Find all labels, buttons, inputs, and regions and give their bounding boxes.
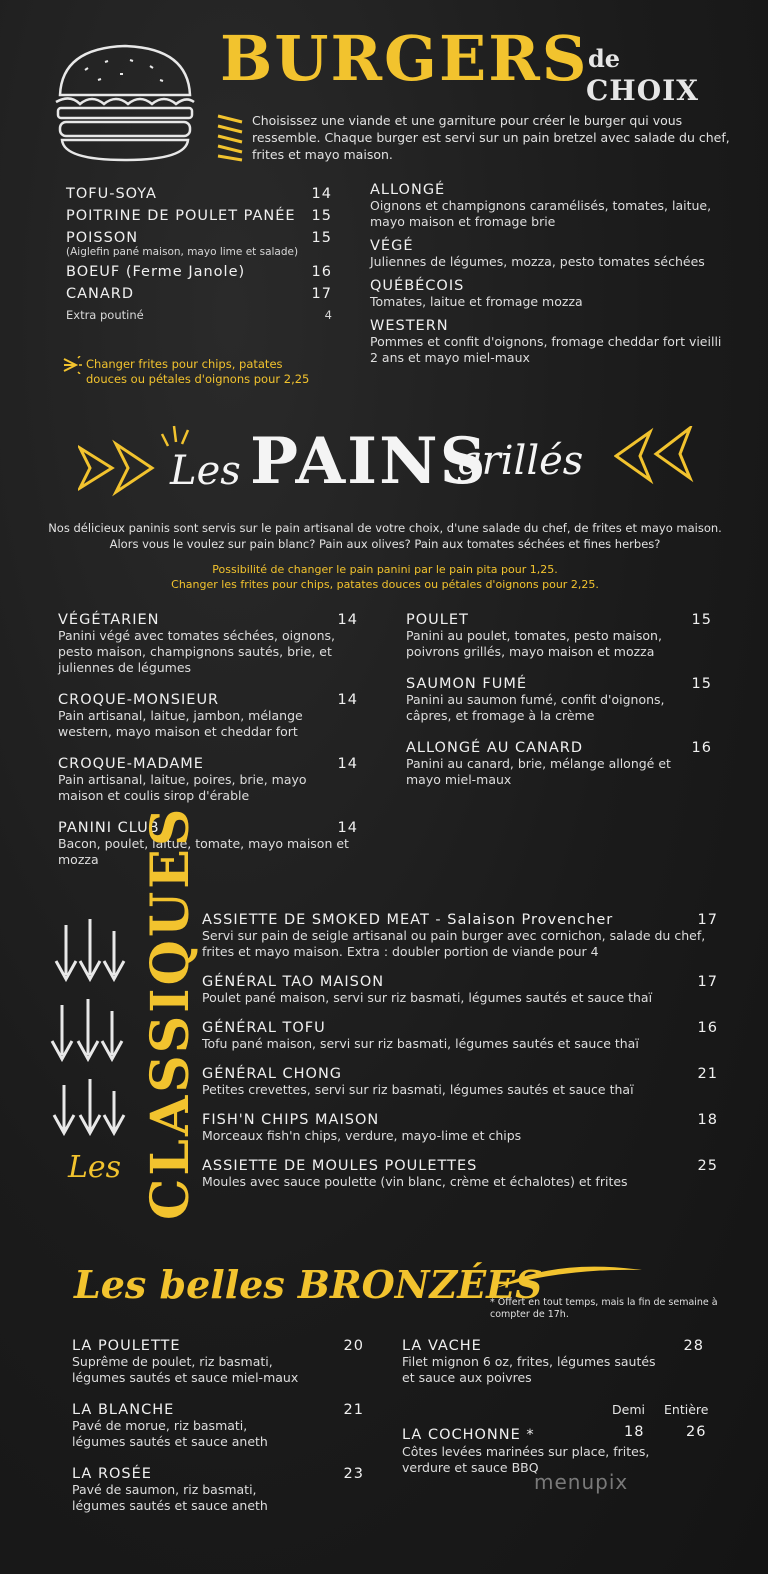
burger-illustration [50, 40, 200, 165]
list-item: VÉGÉ Juliennes de légumes, mozza, pesto tomates séchées [370, 238, 705, 269]
list-item: GÉNÉRAL TAO MAISON 17 Poulet pané maison, servi sur riz basmati, légumes sautés et sauce thaï [202, 974, 718, 1005]
burgers-meat-list [66, 186, 332, 328]
list-item: FISH'N CHIPS MAISON 18 Morceaux fish'n chips, verdure, mayo-lime et chips [202, 1112, 718, 1143]
chevrons-right-icon [614, 426, 694, 488]
list-item: BOEUF (Ferme Janole) 16 [66, 264, 332, 280]
pains-note: Possibilité de changer le pain panini par le pain pita pour 1,25. Changer les frites pour chips, patates douces ou pétales d'oignons pour 2,25. [171, 563, 599, 591]
extra-poutine: Extra poutiné 4 [66, 308, 332, 322]
list-item: WESTERN Pommes et confit d'oignons, fromage cheddar fort vieilli 2 ans et mayo miel-maux [370, 318, 722, 365]
list-item: CROQUE-MONSIEUR 14 Pain artisanal, laitue, jambon, mélange western, mayo maison et cheddar fort [58, 692, 358, 739]
burgers-title: BURGERS [220, 22, 589, 95]
burgers-title-de: de [588, 44, 621, 73]
arrows-down-icon [50, 915, 126, 1140]
bronzees-left-list [72, 1338, 364, 1530]
burgers-stripes-icon [216, 112, 246, 162]
list-item: ALLONGÉ AU CANARD 16 Panini au canard, brie, mélange allongé et mayo miel-maux [406, 740, 712, 787]
burgers-note: Changer frites pour chips, patates douces ou pétales d'oignons pour 2,25 [86, 357, 310, 386]
list-item: QUÉBÉCOIS Tomates, laitue et fromage mozza [370, 278, 583, 309]
list-item: SAUMON FUMÉ 15 Panini au saumon fumé, confit d'oignons, câpres, et fromage à la crème [406, 676, 712, 723]
list-item: LA POULETTE 20 Suprême de poulet, riz basmati, légumes sautés et sauce miel-maux [72, 1338, 364, 1385]
demi-label: Demi [612, 1402, 645, 1417]
chevrons-left-icon [78, 438, 156, 498]
classiques-les: Les [68, 1150, 122, 1185]
classiques-list [202, 912, 718, 1204]
list-item: TOFU-SOYA 14 [66, 186, 332, 202]
list-item: CANARD 17 [66, 286, 332, 302]
bronzees-title: Les belles BRONZÉES [74, 1262, 543, 1307]
list-item: GÉNÉRAL TOFU 16 Tofu pané maison, servi sur riz basmati, légumes sautés et sauce thaï [202, 1020, 718, 1051]
watermark: menupix [534, 1470, 629, 1494]
list-item: ASSIETTE DE SMOKED MEAT - Salaison Provencher 17 Servi sur pain de seigle artisanal ou pain burger avec cornichon, salade du chef, frites et mayo maison. Extra : doubler portion de viande pour 4 [202, 912, 718, 959]
sparkle-icon [160, 420, 190, 450]
swoosh-icon [494, 1262, 644, 1292]
list-item: LA BLANCHE 21 Pavé de morue, riz basmati, légumes sautés et sauce aneth [72, 1402, 364, 1449]
list-item: LA ROSÉE 23 Pavé de saumon, riz basmati, légumes sautés et sauce aneth [72, 1466, 364, 1513]
pains-left-list [58, 612, 358, 884]
list-item: ASSIETTE DE MOULES POULETTES 25 Moules avec sauce poulette (vin blanc, crème et échalotes) et frites [202, 1158, 718, 1189]
list-item: CROQUE-MADAME 14 Pain artisanal, laitue, poires, brie, mayo maison et coulis sirop d'érable [58, 756, 358, 803]
bronzees-note: * Offert en tout temps, mais la fin de semaine à compter de 17h. [490, 1297, 718, 1320]
list-item: ALLONGÉ Oignons et champignons caramélisés, tomates, laitue, mayo maison et fromage brie [370, 182, 712, 229]
entiere-label: Entière [664, 1402, 709, 1417]
arrow-icon [62, 356, 82, 374]
classiques-title: CLASSIQUES [140, 805, 201, 1220]
list-item: LA COCHONNE * 18 26 Côtes levées marinées sur place, frites, verdure et sauce BBQ [402, 1424, 707, 1475]
list-item: POULET 15 Panini au poulet, tomates, pesto maison, poivrons grillés, mayo maison et mozza [406, 612, 712, 659]
burgers-garniture-list [370, 182, 730, 374]
burgers-intro: Choisissez une viande et une garniture pour créer le burger qui vous ressemble. Chaque burger est servi sur un pain bretzel avec salade du chef, frites et mayo maison. [252, 113, 730, 162]
pains-right-list [406, 612, 712, 804]
list-item: GÉNÉRAL CHONG 21 Petites crevettes, servi sur riz basmati, légumes sautés et sauce thaï [202, 1066, 718, 1097]
bronzees-right-list [402, 1338, 716, 1402]
list-item: LA VACHE 28 Filet mignon 6 oz, frites, légumes sautés et sauce aux poivres [402, 1338, 704, 1385]
list-item: POISSON 15 (Aiglefin pané maison, mayo lime et salade) [66, 230, 332, 258]
list-item: PANINI CLUB 14 Bacon, poulet, laitue, tomate, mayo maison et mozza [58, 820, 358, 867]
list-item: VÉGÉTARIEN 14 Panini végé avec tomates séchées, oignons, pesto maison, champignons sautés, brie, et juliennes de légumes [58, 612, 358, 675]
list-item: POITRINE DE POULET PANÉE 15 [66, 208, 332, 224]
pains-intro: Nos délicieux paninis sont servis sur le pain artisanal de votre choix, d'une salade du chef, de frites et mayo maison. Alors vous le voulez sur pain blanc? Pain aux olives? Pain aux tomates séchées et fines herbes? [48, 521, 722, 551]
burgers-title-choix: CHOIX [586, 74, 699, 107]
